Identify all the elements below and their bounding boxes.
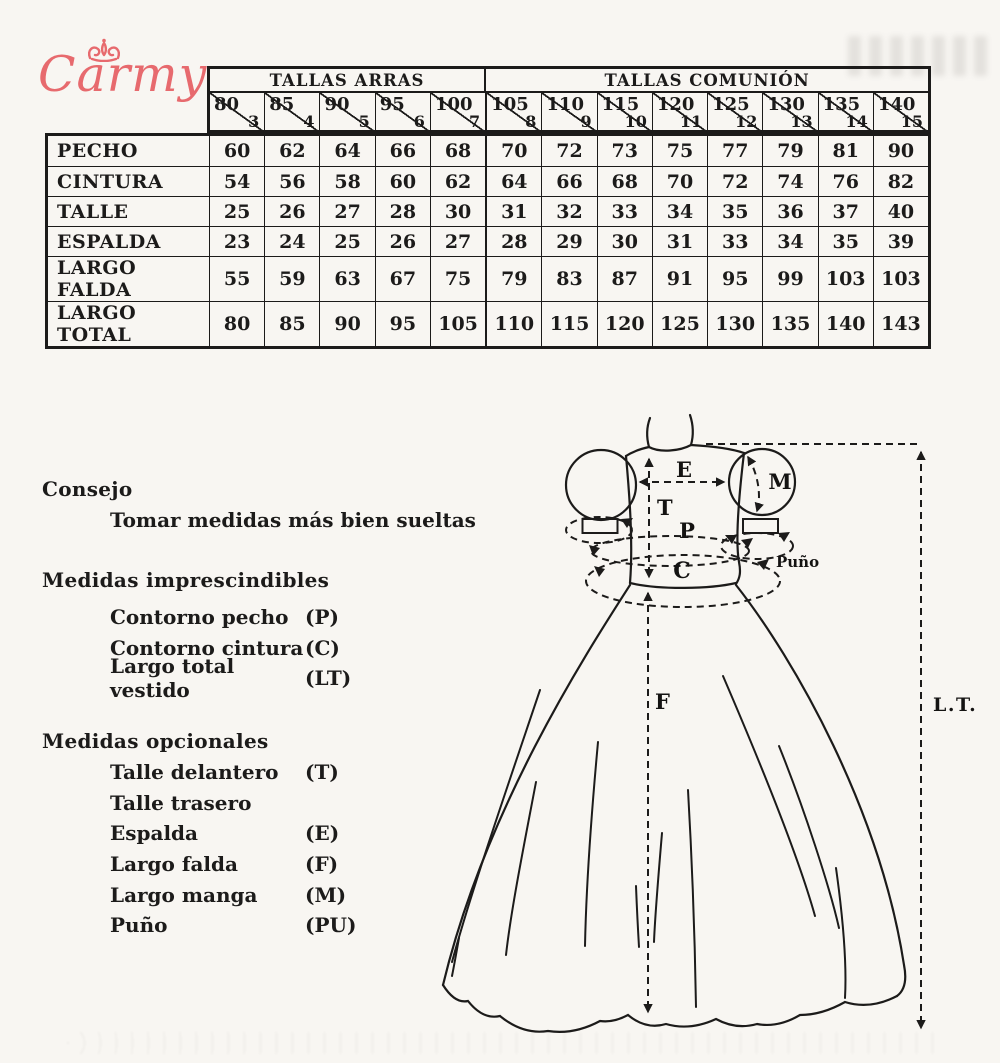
value-cell: 79: [763, 136, 818, 166]
value-cell: 56: [265, 167, 320, 196]
value-cell: 90: [320, 302, 375, 346]
measure-item-label: Largo manga: [110, 882, 258, 907]
value-cell: 28: [376, 197, 431, 226]
value-cell: 60: [210, 136, 265, 166]
value-cell: 54: [210, 167, 265, 196]
value-cell: 115: [542, 302, 597, 346]
measure-item-abbr: (P): [305, 605, 339, 630]
label-falda: F: [655, 689, 670, 714]
size-talla: 13: [790, 112, 813, 131]
value-cell: 70: [487, 136, 542, 166]
size-talla: 4: [303, 112, 315, 131]
measure-item: [110, 879, 356, 910]
size-header-cell-100: [431, 93, 487, 132]
size-header-cell-120: [653, 93, 708, 132]
measure-item: [110, 654, 352, 703]
measure-item-abbr: (E): [305, 821, 340, 846]
value-cell: 99: [763, 257, 818, 301]
size-cm: 80: [214, 94, 240, 115]
measure-item-label: Talle trasero: [110, 790, 252, 815]
value-cell: 25: [320, 227, 375, 256]
label-pecho: P: [679, 518, 695, 543]
value-cell: 75: [653, 136, 708, 166]
size-header-cell-80: [210, 93, 265, 132]
value-cell: 58: [320, 167, 375, 196]
value-cell: 90: [887, 140, 915, 162]
measure-item-abbr: (F): [305, 852, 339, 877]
value-cell: 39: [887, 230, 915, 253]
value-cell: 67: [376, 257, 431, 301]
value-cell: 130: [708, 302, 763, 346]
size-header-cell-110: [542, 93, 597, 132]
dress-measurement-diagram: [400, 398, 1000, 1063]
size-header-cell-85: [265, 93, 320, 132]
value-cell: 36: [763, 197, 818, 226]
size-talla: 9: [580, 112, 592, 131]
measure-item-abbr: (M): [305, 882, 347, 907]
value-cell: 87: [598, 257, 653, 301]
value-cell: 85: [265, 302, 320, 346]
value-cell: 59: [265, 257, 320, 301]
value-cell: 26: [376, 227, 431, 256]
value-cell: 76: [819, 167, 874, 196]
value-cell: 27: [320, 197, 375, 226]
measure-item-label: Contorno pecho: [110, 605, 289, 630]
value-cell: 27: [431, 227, 487, 256]
value-cell: 91: [653, 257, 708, 301]
value-cell: 30: [431, 197, 487, 226]
optional-measures-list: [110, 757, 356, 941]
size-talla: 3: [248, 112, 260, 131]
measure-row-cintura: [48, 166, 928, 196]
size-talla: 14: [845, 112, 868, 131]
value-cell: 37: [819, 197, 874, 226]
value-cell: 64: [487, 167, 542, 196]
value-cell: 68: [598, 167, 653, 196]
value-cell: 140: [819, 302, 874, 346]
value-cell: 72: [542, 136, 597, 166]
value-cell: 62: [431, 167, 487, 196]
value-cell: 33: [708, 227, 763, 256]
value-cell: 31: [653, 227, 708, 256]
size-table-body: [45, 133, 931, 349]
value-cell: 34: [763, 227, 818, 256]
label-manga: M: [768, 469, 792, 494]
value-cell: 33: [598, 197, 653, 226]
value-cell: 32: [542, 197, 597, 226]
measure-row-largo-total: [48, 301, 928, 346]
label-largo-total: L.T.: [933, 694, 978, 716]
measure-item-abbr: (PU): [305, 913, 357, 938]
label-cintura: C: [673, 558, 691, 584]
label-puno: Puño: [776, 553, 820, 571]
size-cm: 100: [434, 94, 473, 115]
row-label: ESPALDA: [48, 227, 210, 256]
measure-row-pecho: [48, 136, 928, 166]
group-header-arras: TALLAS ARRAS: [210, 69, 486, 91]
value-cell: 73: [598, 136, 653, 166]
value-cell: 35: [708, 197, 763, 226]
size-cm: 110: [546, 94, 584, 115]
value-cell: 83: [542, 257, 597, 301]
value-cell: 77: [708, 136, 763, 166]
label-espalda: E: [675, 457, 693, 482]
advice-text: Tomar medidas más bien sueltas: [110, 508, 476, 532]
manga-measure-arc: [748, 457, 759, 511]
size-header-cell-140: [874, 93, 928, 132]
size-talla: 11: [679, 112, 703, 131]
value-cell: 68: [431, 136, 487, 166]
measure-item: [110, 910, 356, 941]
measure-item-label: Largo falda: [110, 852, 238, 877]
size-talla: 7: [469, 112, 481, 131]
value-cell: 23: [210, 227, 265, 256]
size-group-row: [210, 69, 928, 93]
size-cm: 120: [656, 94, 695, 115]
size-talla: 15: [900, 112, 924, 131]
value-cell: 66: [376, 136, 431, 166]
measure-item-label: Largo total vestido: [110, 654, 235, 703]
value-cell: 79: [487, 257, 542, 301]
row-label: CINTURA: [48, 167, 210, 196]
value-cell: 81: [819, 136, 874, 166]
value-cell: 95: [708, 257, 763, 301]
value-cell: 72: [708, 167, 763, 196]
value-cell: 135: [763, 302, 818, 346]
measure-row-espalda: [48, 226, 928, 256]
measure-row-largo-falda: [48, 256, 928, 301]
dress-outline: [443, 415, 905, 1032]
row-label: LARGO FALDA: [48, 257, 210, 301]
size-header-cell-130: [763, 93, 818, 132]
measure-item: [110, 818, 356, 849]
size-header-cell-135: [819, 93, 874, 132]
size-cm: 130: [767, 94, 805, 115]
value-cell: 74: [763, 167, 818, 196]
value-cell: 24: [265, 227, 320, 256]
required-measures-title: Medidas imprescindibles: [42, 568, 330, 592]
size-table-header: [207, 66, 931, 133]
measure-item-label: Contorno cintura: [110, 635, 304, 660]
size-cm: 115: [601, 94, 640, 115]
size-cm: 125: [712, 94, 750, 115]
measure-item-abbr: (LT): [305, 666, 352, 691]
size-header-row: [210, 93, 928, 132]
value-cell: 31: [487, 197, 542, 226]
value-cell: 103: [819, 257, 874, 301]
value-cell: 80: [210, 302, 265, 346]
measure-item: [110, 849, 356, 880]
size-cm: 90: [324, 94, 350, 115]
size-header-cell-90: [320, 93, 375, 132]
skirt-hem: [443, 985, 897, 1032]
size-header-cell-95: [376, 93, 431, 132]
value-cell: 35: [819, 227, 874, 256]
measure-item-label: Espalda: [110, 821, 198, 846]
value-cell: 63: [320, 257, 375, 301]
size-header-cell-105: [487, 93, 542, 132]
size-header-cell-115: [598, 93, 653, 132]
left-sleeve: [566, 450, 636, 520]
value-cell: 120: [598, 302, 653, 346]
value-cell: 28: [487, 227, 542, 256]
size-cm: 105: [491, 94, 529, 115]
value-cell: 125: [653, 302, 708, 346]
size-table: [45, 66, 931, 349]
value-cell: 70: [653, 167, 708, 196]
size-talla: 12: [735, 112, 758, 131]
size-talla: 5: [358, 112, 370, 131]
required-measures-list: [110, 602, 352, 703]
optional-measures-title: Medidas opcionales: [42, 729, 269, 753]
size-header-cell-125: [708, 93, 763, 132]
value-cell: 30: [598, 227, 653, 256]
value-cell: 82: [887, 170, 915, 193]
value-cell: 34: [653, 197, 708, 226]
value-cell: 29: [542, 227, 597, 256]
size-cm: 140: [877, 94, 916, 115]
group-header-comunion: TALLAS COMUNIÓN: [604, 70, 810, 90]
measure-item: [110, 788, 356, 819]
measure-item-abbr: (C): [305, 635, 340, 660]
right-cuff: [743, 519, 778, 533]
row-label: PECHO: [48, 136, 210, 166]
value-cell: 60: [376, 167, 431, 196]
measure-item: [110, 602, 351, 633]
value-cell: 143: [881, 313, 921, 335]
value-cell: 105: [431, 302, 487, 346]
value-cell: 66: [542, 167, 597, 196]
measure-item-abbr: (T): [305, 760, 339, 785]
measure-item-label: Talle delantero: [110, 760, 279, 785]
value-cell: 25: [210, 197, 265, 226]
brand-name: Carmy: [38, 46, 208, 103]
advice-title: Consejo: [42, 477, 133, 501]
value-cell: 95: [376, 302, 431, 346]
size-talla: 8: [525, 112, 537, 131]
measure-item: [110, 757, 356, 788]
size-cm: 95: [379, 94, 405, 115]
value-cell: 62: [265, 136, 320, 166]
row-label: TALLE: [48, 197, 210, 226]
size-cm: 135: [822, 94, 861, 115]
left-cuff: [583, 519, 618, 533]
measure-item-label: Puño: [110, 913, 168, 938]
value-cell: 26: [265, 197, 320, 226]
size-talla: 10: [624, 112, 647, 131]
value-cell: 55: [210, 257, 265, 301]
row-label: LARGO TOTAL: [48, 302, 210, 346]
measure-row-talle: [48, 196, 928, 226]
size-cm: 85: [269, 94, 295, 115]
label-talle: T: [657, 495, 673, 520]
value-cell: 40: [887, 200, 915, 223]
value-cell: 103: [881, 268, 921, 290]
value-cell: 75: [431, 257, 487, 301]
size-talla: 6: [413, 112, 425, 131]
value-cell: 110: [487, 302, 542, 346]
crown-flourish-icon: [85, 38, 123, 62]
value-cell: 64: [320, 136, 375, 166]
